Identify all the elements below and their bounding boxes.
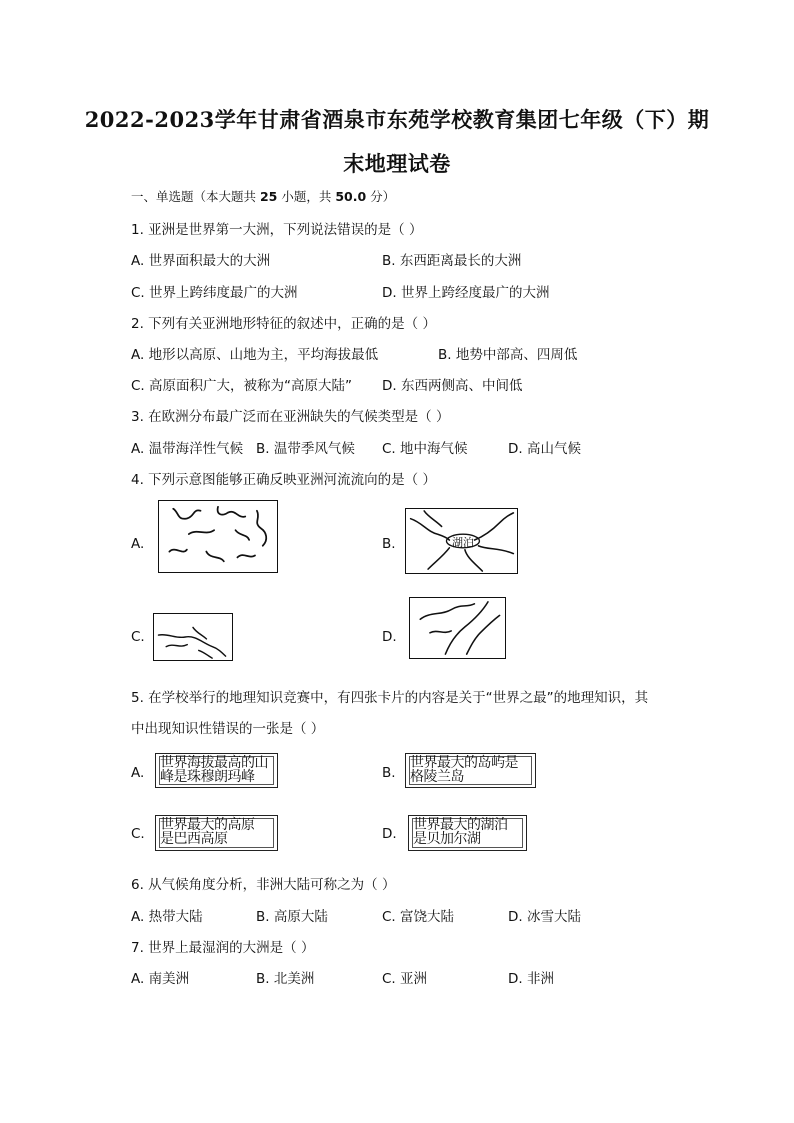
question-4-letter-d[interactable]: D. — [382, 629, 397, 645]
river-map-d[interactable] — [409, 597, 506, 659]
river-lines-d-icon — [410, 598, 505, 658]
question-5-letter-b[interactable]: B. — [382, 765, 396, 781]
question-5-letter-c[interactable]: C. — [131, 826, 145, 842]
question-2-option-d[interactable]: D. 东西两侧高、中间低 — [382, 378, 523, 394]
question-6-stem: 6. 从气候角度分析，非洲大陆可称之为（ ） — [131, 877, 396, 893]
section-score: 50.0 — [335, 189, 367, 204]
section-suffix: 分） — [366, 189, 396, 204]
river-map-b[interactable] — [405, 508, 518, 574]
fact-card-b[interactable] — [405, 753, 536, 788]
question-7-option-b[interactable]: B. 北美洲 — [256, 971, 315, 987]
fact-card-d[interactable] — [408, 815, 527, 851]
question-3-option-d[interactable]: D. 高山气候 — [508, 441, 581, 457]
page-title-line1: 2022-2023学年甘肃省酒泉市东苑学校教育集团七年级（下）期 — [84, 107, 710, 132]
question-7-stem: 7. 世界上最湿润的大洲是（ ） — [131, 940, 315, 956]
page-title-line2: 末地理试卷 — [343, 151, 451, 176]
section-heading — [131, 187, 395, 205]
question-7-option-c[interactable]: C. 亚洲 — [382, 971, 428, 987]
question-4-stem: 4. 下列示意图能够正确反映亚洲河流流向的是（ ） — [131, 472, 436, 488]
question-7-option-d[interactable]: D. 非洲 — [508, 971, 554, 987]
question-7-option-a[interactable]: A. 南美洲 — [131, 971, 190, 987]
question-4-letter-c[interactable]: C. — [131, 629, 145, 645]
question-1-stem: 1. 亚洲是世界第一大洲，下列说法错误的是（ ） — [131, 222, 423, 238]
question-6-option-b[interactable]: B. 高原大陆 — [256, 909, 328, 925]
question-1-option-c[interactable]: C. 世界上跨纬度最广的大洲 — [131, 285, 298, 301]
question-2-option-a[interactable]: A. 地形以高原、山地为主，平均海拔最低 — [131, 347, 379, 363]
river-lines-c-icon — [154, 614, 232, 660]
question-2-stem: 2. 下列有关亚洲地形特征的叙述中，正确的是（ ） — [131, 316, 436, 332]
question-4-letter-a[interactable]: A. — [131, 536, 145, 552]
question-1-option-a[interactable]: A. 世界面积最大的大洲 — [131, 253, 271, 269]
section-count: 25 — [259, 189, 278, 204]
question-5-stem-line2: 中出现知识性错误的一张是（ ） — [131, 721, 325, 737]
card-c-line1: 世界最大的高原 — [160, 817, 255, 833]
question-5-letter-d[interactable]: D. — [382, 826, 397, 842]
question-5-stem-line1: 5. 在学校举行的地理知识竞赛中，有四张卡片的内容是关于“世界之最”的地理知识，其 — [131, 690, 649, 706]
question-2-option-b[interactable]: B. 地势中部高、四周低 — [438, 347, 578, 363]
question-2-option-c[interactable]: C. 高原面积广大，被称为“高原大陆” — [131, 378, 352, 394]
question-6-option-a[interactable]: A. 热带大陆 — [131, 909, 203, 925]
river-map-a[interactable] — [158, 500, 278, 573]
card-d-line1: 世界最大的湖泊 — [413, 817, 508, 833]
fact-card-c[interactable] — [155, 815, 278, 851]
fact-card-a[interactable] — [155, 753, 278, 788]
question-3-option-b[interactable]: B. 温带季风气候 — [256, 441, 355, 457]
card-b-line2: 格陵兰岛 — [410, 769, 464, 785]
card-d-line2: 是贝加尔湖 — [413, 831, 481, 847]
question-5-letter-a[interactable]: A. — [131, 765, 145, 781]
question-3-stem: 3. 在欧洲分布最广泛而在亚洲缺失的气候类型是（ ） — [131, 409, 450, 425]
question-1-option-b[interactable]: B. 东西距离最长的大洲 — [382, 253, 522, 269]
card-c-line2: 是巴西高原 — [160, 831, 228, 847]
question-6-option-d[interactable]: D. 冰雪大陆 — [508, 909, 581, 925]
question-6-option-c[interactable]: C. 富饶大陆 — [382, 909, 455, 925]
section-prefix: 一、单选题（本大题共 — [131, 189, 260, 204]
section-mid: 小题，共 — [277, 189, 336, 204]
river-map-c[interactable] — [153, 613, 233, 661]
question-1-option-d[interactable]: D. 世界上跨经度最广的大洲 — [382, 285, 550, 301]
card-b-line1: 世界最大的岛屿是 — [410, 755, 518, 771]
card-a-line2: 峰是珠穆朗玛峰 — [160, 769, 255, 785]
question-4-letter-b[interactable]: B. — [382, 536, 396, 552]
question-3-option-a[interactable]: A. 温带海洋性气候 — [131, 441, 244, 457]
card-a-line1: 世界海拔最高的山 — [160, 755, 268, 771]
lake-label: 湖泊 — [452, 536, 474, 549]
question-3-option-c[interactable]: C. 地中海气候 — [382, 441, 468, 457]
river-lines-a-icon — [159, 501, 277, 572]
